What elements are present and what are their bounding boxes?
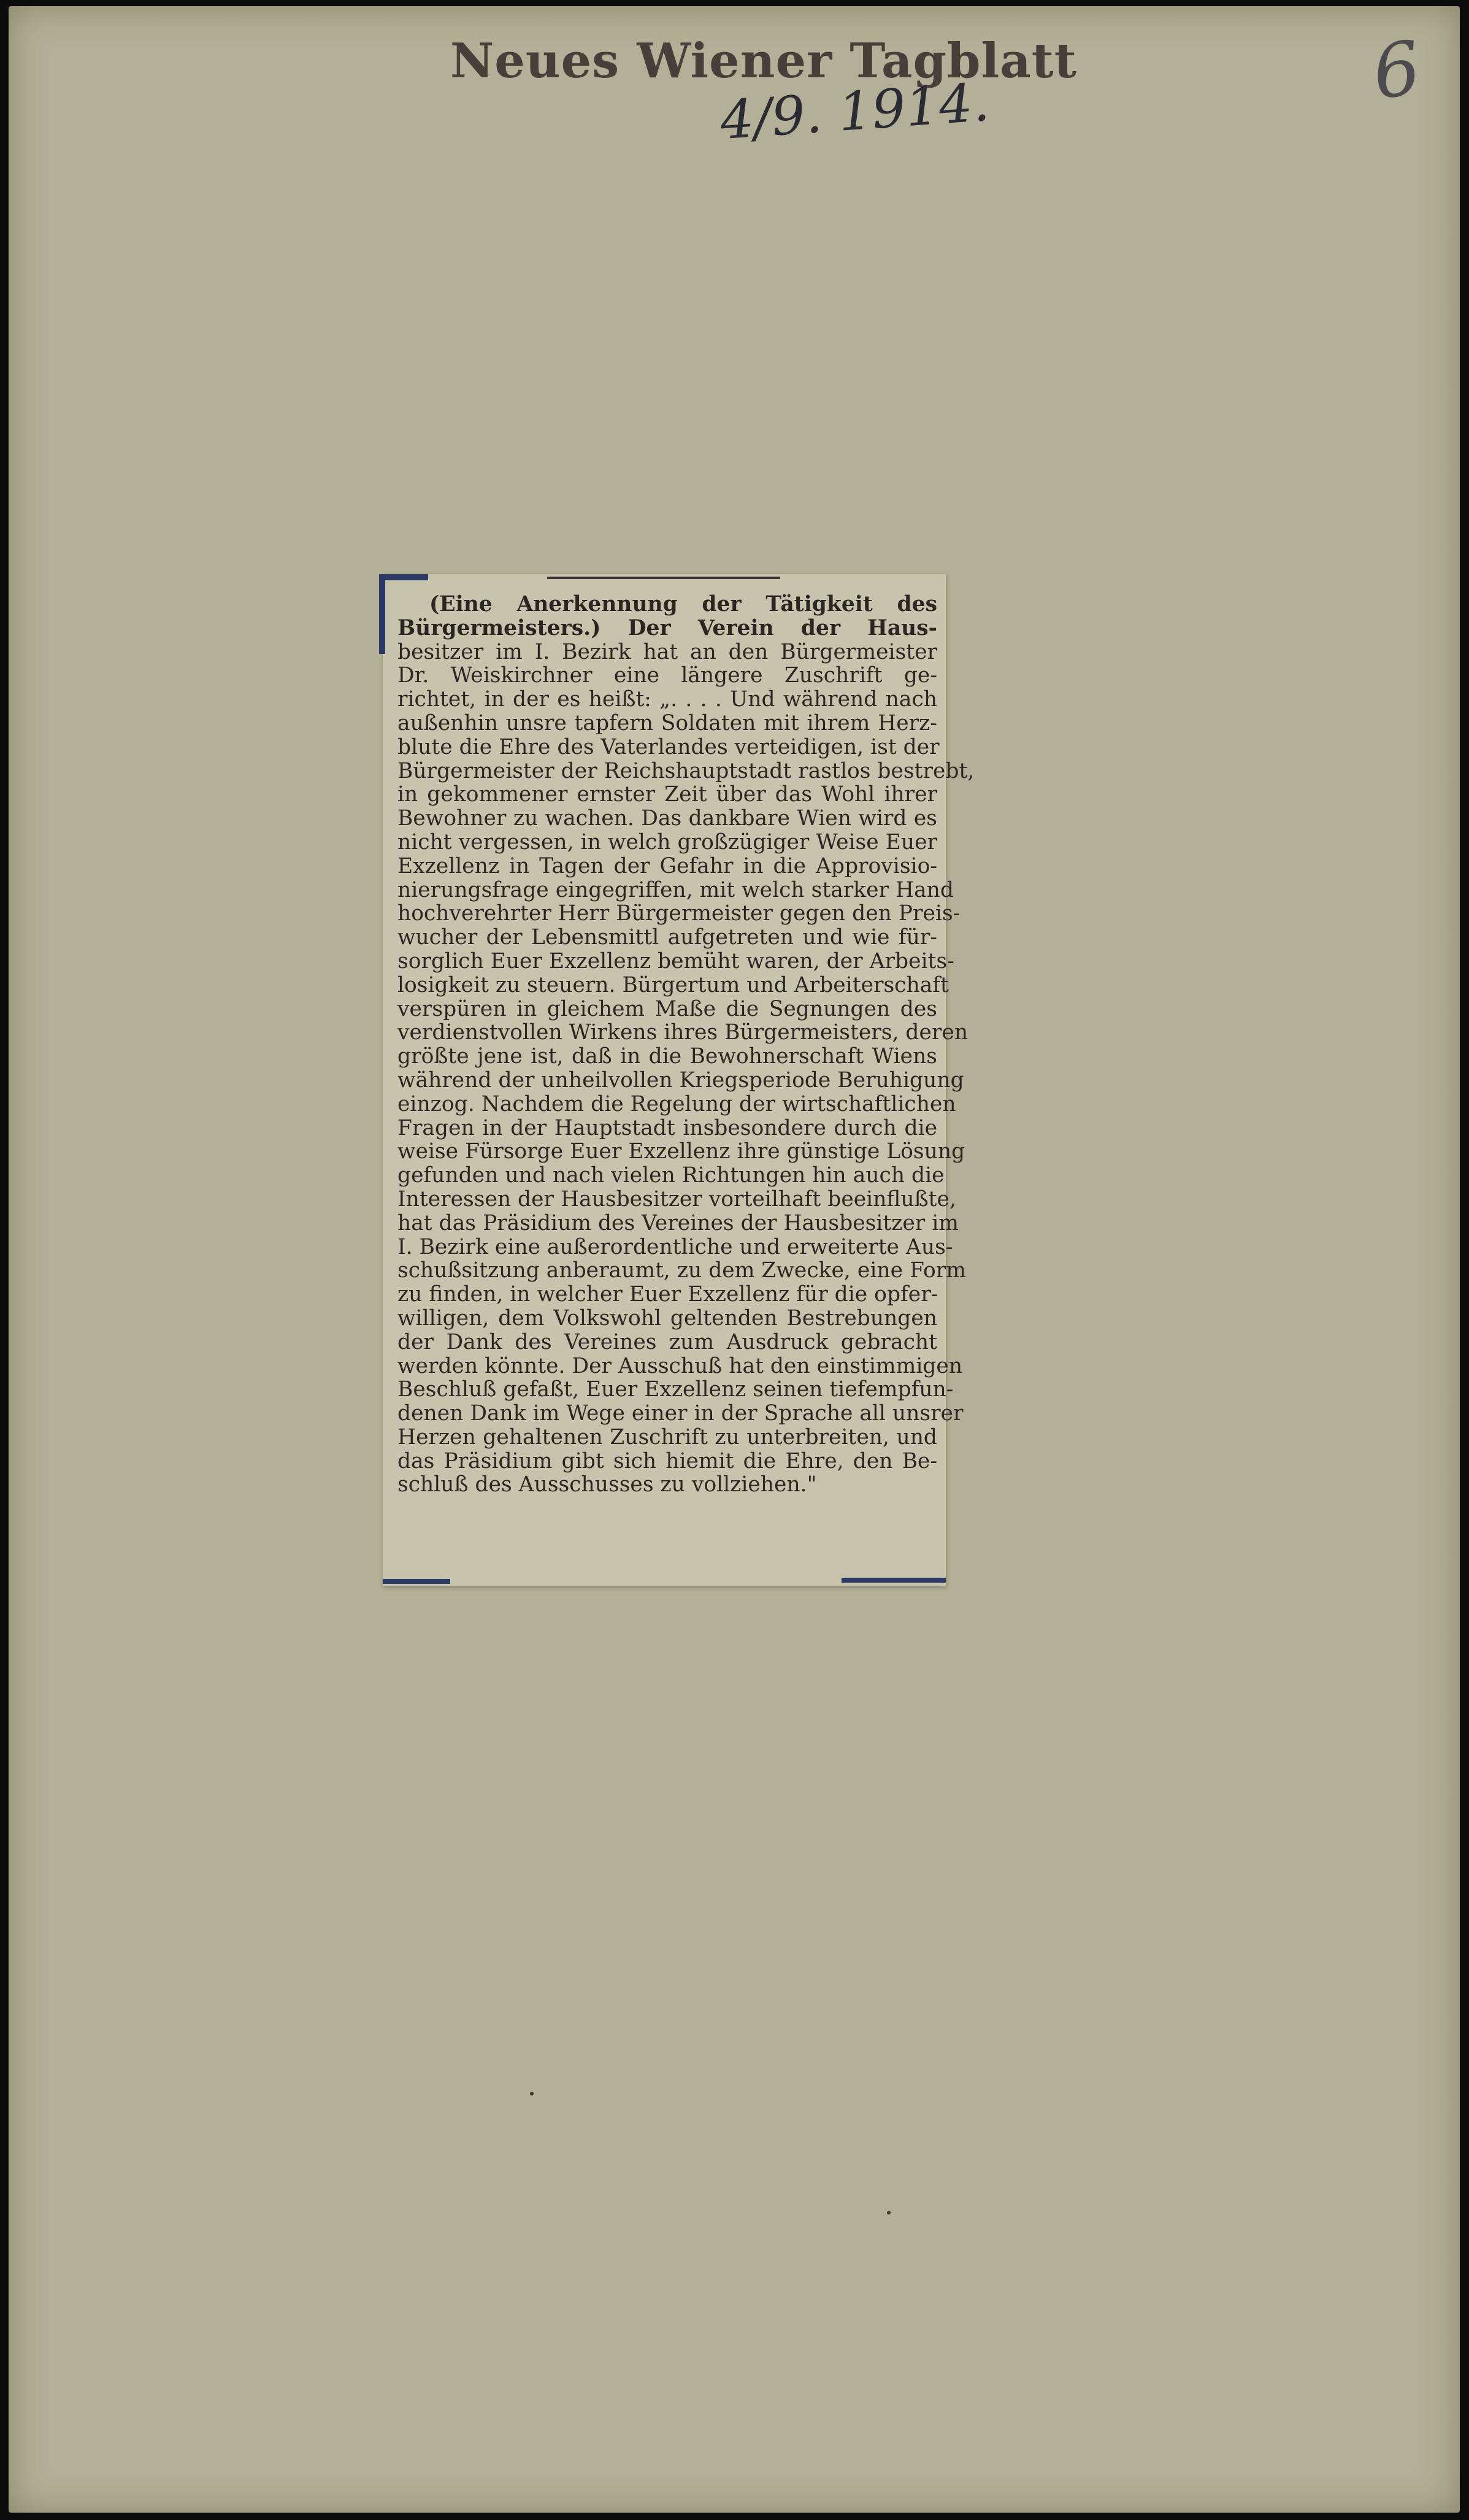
clipping-line: größte jene ist, daß in die Bewohnerschaft Wiens xyxy=(397,1044,937,1069)
clipping-text xyxy=(397,592,975,1497)
clipping-line: während der unheilvollen Kriegsperiode Beruhigung xyxy=(397,1067,964,1093)
paper-speck xyxy=(530,2092,534,2096)
clipping-line: willigen, dem Volkswohl geltenden Bestrebungen xyxy=(397,1305,937,1331)
clipping-line: schußsitzung anberaumt, zu dem Zwecke, eine Form xyxy=(397,1258,966,1283)
clipping-line: in gekommener ernster Zeit über das Wohl ihrer xyxy=(397,782,937,807)
clipping-line: außenhin unsre tapfern Soldaten mit ihrem Herz- xyxy=(397,710,937,736)
clipping-line: hochverehrter Herr Bürgermeister gegen den Preis- xyxy=(397,901,961,926)
clipping-line: Beschluß gefaßt, Euer Exzellenz seinen tiefempfun- xyxy=(397,1377,954,1402)
clipping-line: Bürgermeisters.) Der Verein der Haus- xyxy=(397,615,937,640)
archive-sheet xyxy=(9,6,1460,2513)
clipping-line: der Dank des Vereines zum Ausdruck gebracht xyxy=(397,1329,937,1354)
clipping-line: I. Bezirk eine außerordentliche und erweiterte Aus- xyxy=(397,1234,953,1259)
clipping-line: nierungsfrage eingegriffen, mit welch starker Hand xyxy=(397,877,954,902)
clipping-line: schluß des Ausschusses zu vollziehen." xyxy=(397,1472,817,1497)
clipping-line: hat das Präsidium des Vereines der Hausbesitzer im xyxy=(397,1210,959,1235)
clipping-line: werden könnte. Der Ausschuß hat den einstimmigen xyxy=(397,1353,963,1378)
clipping-line: zu finden, in welcher Euer Exzellenz für die opfer- xyxy=(397,1282,938,1307)
clipping-line: gefunden und nach vielen Richtungen hin auch die xyxy=(397,1163,945,1188)
clipping-line: Herzen gehaltenen Zuschrift zu unterbreiten, und xyxy=(397,1424,937,1450)
clipping-line: wucher der Lebensmittl aufgetreten und wie für- xyxy=(397,925,937,950)
clipping-line: richtet, in der es heißt: „. . . . Und während nach xyxy=(397,687,937,712)
clipping-line: Dr. Weiskirchner eine längere Zuschrift ge- xyxy=(397,663,937,688)
clipping-line: blute die Ehre des Vaterlandes verteidigen, ist der xyxy=(397,734,940,759)
blue-pencil-mark xyxy=(383,1579,450,1584)
clipping-line: verspüren in gleichem Maße die Segnungen des xyxy=(397,996,937,1021)
clipping-line: das Präsidium gibt sich hiemit die Ehre, den Be- xyxy=(397,1448,937,1473)
clipping-line: besitzer im I. Bezirk hat an den Bürgermeister xyxy=(397,639,937,664)
clipping-line: Interessen der Hausbesitzer vorteilhaft beeinflußte, xyxy=(397,1186,956,1212)
blue-pencil-mark xyxy=(379,574,428,580)
clipping-line: sorglich Euer Exzellenz bemüht waren, der Arbeits- xyxy=(397,948,954,974)
clipping-line: einzog. Nachdem die Regelung der wirtschaftlichen xyxy=(397,1091,956,1116)
clipping-line: Bürgermeister der Reichshauptstadt rastlos bestrebt, xyxy=(397,758,975,783)
newspaper-clipping xyxy=(383,574,975,1586)
handwritten-page-number: 6 xyxy=(1367,25,1426,117)
blue-pencil-mark xyxy=(842,1578,946,1583)
clipping-line: weise Fürsorge Euer Exzellenz ihre günstige Lösung xyxy=(397,1139,965,1164)
paper-speck xyxy=(887,2211,891,2215)
clipping-line: Bewohner zu wachen. Das dankbare Wien wird es xyxy=(397,806,937,831)
newspaper-title-stamp: Neues Wiener Tagblatt xyxy=(450,33,1077,89)
clipping-line: (Eine Anerkennung der Tätigkeit des xyxy=(429,592,937,617)
clipping-line: Fragen in der Hauptstadt insbesondere durch die xyxy=(397,1115,937,1140)
clipping-line: verdienstvollen Wirkens ihres Bürgermeisters, deren xyxy=(397,1020,968,1045)
clipping-line: losigkeit zu steuern. Bürgertum und Arbeiterschaft xyxy=(397,972,949,997)
blue-pencil-mark xyxy=(379,574,385,654)
clipping-line: denen Dank im Wege einer in der Sprache all unsrer xyxy=(397,1401,964,1426)
clipping-line: Exzellenz in Tagen der Gefahr in die Approvisio- xyxy=(397,853,937,878)
handwritten-date: 4/9. 1914. xyxy=(718,71,992,152)
clipping-top-rule xyxy=(547,577,780,579)
clipping-line: nicht vergessen, in welch großzügiger Weise Euer xyxy=(397,829,937,855)
